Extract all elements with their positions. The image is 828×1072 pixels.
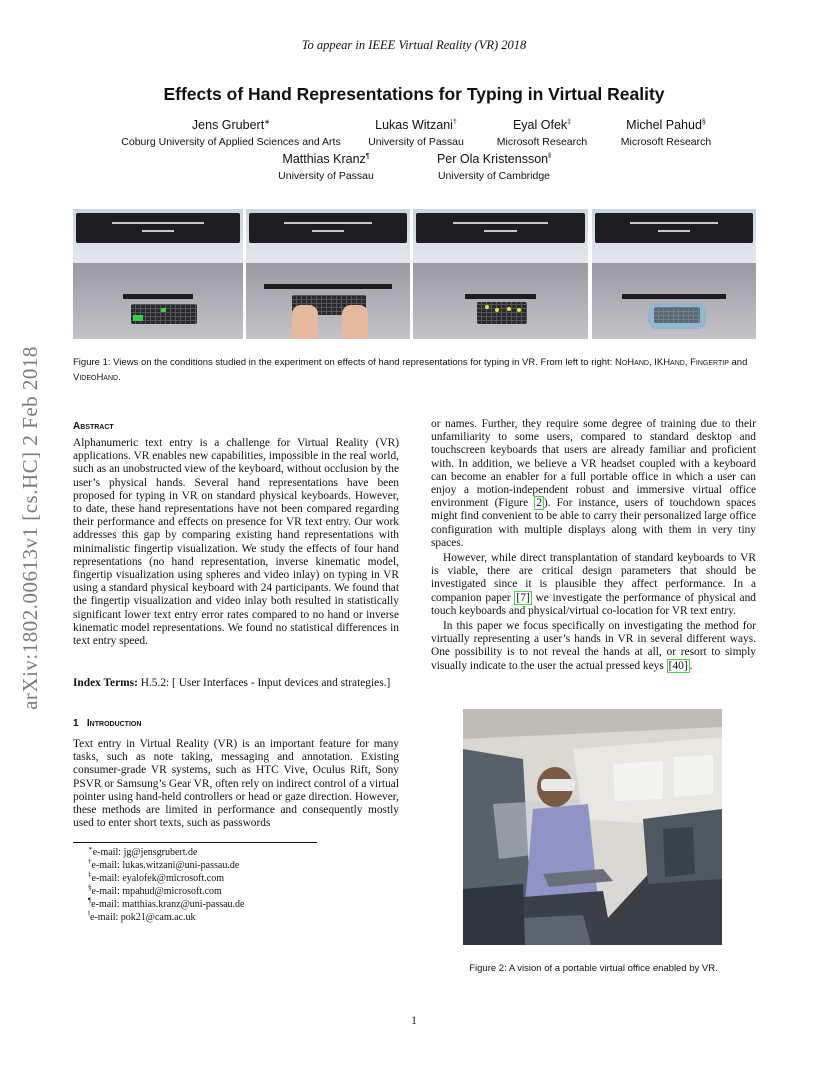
author-name: Matthias Kranz — [282, 152, 366, 166]
index-terms: Index Terms: H.5.2: [ User Interfaces - Input devices and strategies.] — [73, 677, 391, 689]
introduction-heading: 1 Introduction — [73, 718, 142, 729]
citation-link[interactable]: [7] — [516, 591, 530, 604]
author-name: Jens Grubert — [191, 118, 265, 132]
figure1-caption: Figure 1: Views on the conditions studied in the experiment on effects of hand representations for typing in VR. From left to right: NoHand, IKHand, Fingertip and VideoHand. — [73, 357, 748, 383]
author-name: Lukas Witzani — [375, 118, 453, 132]
author-name: Per Ola Kristensson — [436, 152, 549, 166]
author-name: Michel Pahud — [626, 118, 702, 132]
figure1-panel-nohand — [73, 209, 243, 339]
footnote: †e-mail: lukas.witzani@uni-passau.de — [88, 857, 240, 871]
citation-link[interactable]: [40] — [668, 659, 688, 672]
condition-nohand: NoHand — [614, 357, 649, 368]
condition-ikhand: IKHand — [654, 357, 685, 368]
abstract-heading: Abstract — [73, 421, 114, 432]
footnote: §e-mail: mpahud@microsoft.com — [88, 883, 222, 897]
figure1-panel-videohand — [592, 209, 756, 339]
figure2-caption: Figure 2: A vision of a portable virtual office enabled by VR. — [469, 963, 718, 974]
author-grubert: Jens Grubert∗ Coburg University of Applied Sciences and Arts — [113, 118, 349, 148]
abstract-text: Alphanumeric text entry is a challenge for Virtual Reality (VR) applications. VR enables new capabilities, impossible in the real world, such as an unobstructed view of the keyboard, without occlusion by the user’s physical hands. Several hand representations have been proposed for typing in VR on standard physical keyboards. However, to date, these hand representations have not been compared regarding their performance and effects on presence for VR text entry. Our work addresses this gap by comparing existing hand representations with minimalistic fingertip visualization. We study the effects of four hand representations (no hand representation, inverse kinematic model, fingertip visualization using spheres and video inlay) on typing in VR using a standard physical keyboard with 24 participants. We found that the fingertip visualization and video inlay both resulted in statistically significant lower text entry error rates compared to no hand or inverse kinematic model representations. We found no statistical differences in text entry speed. — [73, 437, 399, 648]
paper-title: Effects of Hand Representations for Typing in Virtual Reality — [163, 84, 665, 104]
footnote-rule — [73, 842, 317, 843]
arxiv-stamp: arXiv:1802.00613v1 [cs.HC] 2 Feb 2018 — [18, 346, 42, 710]
footnotes — [88, 844, 245, 924]
page-number: 1 — [411, 1015, 417, 1027]
figure1-panel-ikhand — [246, 209, 410, 339]
author-ofek: Eyal Ofek‡ Microsoft Research — [485, 118, 599, 148]
right-column-text — [431, 418, 756, 673]
introduction-text: Text entry in Virtual Reality (VR) is an important feature for many tasks, such as note taking, messaging and annotation. Existing consumer-grade VR systems, such as HTC Vive, Oculus Rift, Sony PSVR or Samsung’s Gear VR, often rely on indirect control of a virtual pointer using hand-held controllers or head or gaze direction. However, these methods are limited in performance and consequently mostly used to enter short texts, such as passwords — [73, 738, 399, 830]
figure1-panel-fingertip — [413, 209, 588, 339]
author-kranz: Matthias Kranz¶ University of Passau — [264, 152, 388, 182]
author-affiliation: University of Passau — [368, 136, 464, 148]
author-witzani: Lukas Witzani† University of Passau — [351, 118, 481, 148]
author-pahud: Michel Pahud§ Microsoft Research — [607, 118, 725, 148]
condition-fingertip: Fingertip — [690, 357, 729, 368]
author-kristensson: Per Ola Kristensson‖ University of Cambridge — [424, 152, 564, 182]
footnote: ‖e-mail: pok21@cam.ac.uk — [88, 909, 196, 923]
author-affiliation: Coburg University of Applied Sciences and Arts — [121, 136, 341, 148]
paragraph: However, while direct transplantation of standard keyboards to VR is viable, there are critical design parameters that should be investigated since it is plausible they affect performance. In a companion paper [7] we investigate the performance of physical and touch keyboards and physical/virtual co-location for VR text entry. — [431, 552, 756, 617]
paragraph: or names. Further, they require some degree of training due to their unfamiliarity to some users, compared to standard desktop and touchscreen keyboards that users are already familiar and proficient with. In addition, we believe a VR headset coupled with a keyboard can become an enabler for a full portable office in which a user can enjoy a motion-independent robust and immersive virtual office environment (Figure 2 ). For instance, users of touchdown spaces might find convenient to be able to carry their personalized large office configuration with multiple displays along with them in very tiny spaces. — [431, 418, 756, 549]
figure2-illustration — [463, 709, 722, 945]
author-affiliation: University of Passau — [278, 170, 374, 182]
paragraph: In this paper we focus specifically on investigating the method for virtually representing a user’s hands in VR in several different ways. One possibility is to not reveal the hands at all, or resort to simply visually indicate to the user the actual pressed keys [40] . — [431, 620, 756, 672]
footnote: ‡e-mail: eyalofek@microsoft.com — [88, 870, 224, 884]
condition-videohand: VideoHand — [73, 372, 119, 383]
footnote: ∗e-mail: jg@jensgrubert.de — [88, 844, 198, 858]
author-name: Eyal Ofek — [512, 118, 568, 132]
author-affiliation: University of Cambridge — [437, 170, 551, 182]
footnote: ¶e-mail: matthias.kranz@uni-passau.de — [88, 896, 245, 910]
author-affiliation: Microsoft Research — [496, 136, 588, 148]
figure-ref-link[interactable]: 2 — [536, 497, 542, 510]
author-affiliation: Microsoft Research — [620, 136, 712, 148]
header-note: To appear in IEEE Virtual Reality (VR) 2018 — [301, 38, 527, 52]
